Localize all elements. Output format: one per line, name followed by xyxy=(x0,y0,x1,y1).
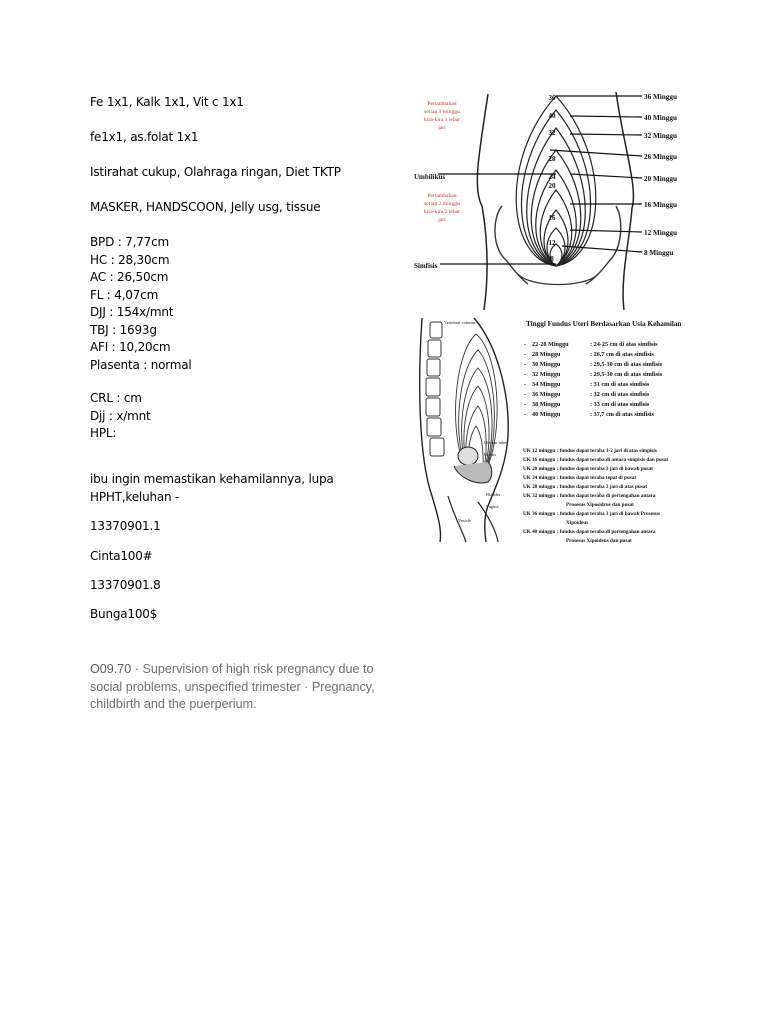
early-djj: Djj : x/mnt xyxy=(90,408,151,423)
cred-block-4 xyxy=(90,606,157,624)
table-week: 28 Minggu xyxy=(532,351,561,358)
note-bottom-3: kira-kira 2 lebar xyxy=(423,209,461,215)
icd-code: O09.70 xyxy=(90,662,132,676)
table-bullet: - xyxy=(524,411,527,418)
side-label-uterus: Uterus xyxy=(484,452,496,457)
usg-bpd: BPD : 7,77cm xyxy=(90,235,169,249)
sagittal-uterus-diagram xyxy=(418,316,527,544)
week-label-36: 36 Minggu xyxy=(644,93,677,101)
table-value: : 33 cm di atas simfisis xyxy=(590,401,650,408)
icd-description: Supervision of high risk pregnancy due to social problems, unspecified trimester · Pregnancy, childbirth and the puerperium. xyxy=(90,662,375,711)
complaint-line-1: ibu ingin memastikan kehamilannya, lupa xyxy=(90,472,334,486)
uk-line: UK 28 minggu : fundus dapat teraba 3 jari di atas pusat xyxy=(523,484,648,490)
table-value: : 31 cm di atas simfisis xyxy=(590,381,650,388)
note-top-2: setiap 1 minggu xyxy=(424,109,460,115)
pelvic-organs xyxy=(454,462,492,483)
note-line-advice: Istirahat cukup, Olahraga ringan, Diet TKTP xyxy=(90,165,341,179)
table-week: 22-28 Minggu xyxy=(532,341,569,348)
credential-id-1: 13370901.1 xyxy=(90,519,161,533)
early-usg xyxy=(90,390,151,443)
note-block-advice xyxy=(90,164,341,182)
vertebral-column xyxy=(426,322,444,456)
usg-placenta: Plasenta : normal xyxy=(90,357,192,372)
fundus-height-table xyxy=(520,316,720,560)
arc-32 xyxy=(527,128,586,266)
side-label-vesicle: Vesicle xyxy=(458,518,471,523)
table-value: : 29,5-30 cm di atas simfisis xyxy=(590,361,663,368)
complaint xyxy=(90,471,334,506)
table-bullet: - xyxy=(524,371,527,378)
credential-id-2: 13370901.8 xyxy=(90,578,161,592)
uk-line: Prosesus Xiposidrus dan pusat xyxy=(566,502,634,508)
note-line-supplement: fe1x1, as.folat 1x1 xyxy=(90,130,199,144)
table-value: : 26,7 cm di atas simfisis xyxy=(590,351,654,358)
cred-block-1 xyxy=(90,518,161,536)
label-simfisis: Simfisis xyxy=(414,262,438,270)
complaint-line-2: HPHT,keluhan - xyxy=(90,489,180,504)
uk-line: UK 36 minggu : fundus dapat teraba 3 jari di bawah Prosesus xyxy=(523,511,660,517)
note-line-supplies: MASKER, HANDSCOON, Jelly usg, tissue xyxy=(90,200,321,214)
usg-fl: FL : 4,07cm xyxy=(90,287,159,302)
table-bullet: - xyxy=(524,381,527,388)
table-week: 36 Minggu xyxy=(532,391,561,398)
side-label-vagina: Vagina xyxy=(486,504,499,509)
table-value: : 24-25 cm di atas simfisis xyxy=(590,341,658,348)
line-32 xyxy=(570,134,642,135)
inner-num-12: 12 xyxy=(548,239,556,247)
note-top-4: jari xyxy=(438,125,446,131)
usg-afi: AFI : 10,20cm xyxy=(90,340,171,354)
clinical-note xyxy=(90,94,244,112)
uk-line: UK 12 minggu : fundus dapat teraba 1-2 jari di atas simpisis xyxy=(523,448,657,454)
fetus-head xyxy=(458,447,478,465)
table-title: Tinggi Fundus Uteri Berdasarkan Usia Kehamilan xyxy=(526,320,682,328)
connector-lines xyxy=(438,96,642,264)
week-label-26: 26 Minggu xyxy=(644,153,677,161)
note-top-3: kira-kira 1 lebar xyxy=(423,117,461,123)
usg-ac: AC : 26,50cm xyxy=(90,270,169,284)
uk-line: UK 16 minggu : fundus dapat teraba di antara simpisis dan pusat xyxy=(523,457,669,463)
pelvis-base xyxy=(518,274,598,285)
week-label-20: 20 Minggu xyxy=(644,175,677,183)
inner-num-20: 20 xyxy=(548,182,556,190)
early-hpl: HPL: xyxy=(90,426,117,440)
inner-num-40: 40 xyxy=(548,112,556,120)
fundus-arcs xyxy=(516,96,596,266)
table-bullet: - xyxy=(524,341,527,348)
torso-outline-right xyxy=(616,92,633,310)
line-12 xyxy=(570,230,642,232)
inner-num-36: 36 xyxy=(548,94,556,102)
side-label-bladder: Bladder xyxy=(486,492,501,497)
note-top-1: Pertambahan xyxy=(427,101,457,107)
table-week: 32 Minggu xyxy=(532,371,561,378)
uk-line: Xipoideus xyxy=(566,520,589,526)
pelvis-left xyxy=(495,206,528,284)
note-block-supplies xyxy=(90,199,320,217)
uk-line: UK 40 minggu : fundus dapat teraba di pertengahan antara xyxy=(523,529,656,535)
torso-outline xyxy=(477,94,488,310)
inner-num-16: 16 xyxy=(548,214,556,222)
week-label-8: 8 Minggu xyxy=(644,249,674,257)
table-bullet: - xyxy=(524,401,527,408)
table-bullet: - xyxy=(524,391,527,398)
note-bottom-4: jari xyxy=(438,217,446,223)
inner-num-8: 8 xyxy=(550,255,554,263)
table-week: 30 Minggu xyxy=(532,361,561,368)
uk-line: Prosesus Xipoideus dan pusat xyxy=(566,538,632,544)
note-bottom-1: Pertambahan xyxy=(427,193,457,199)
usg-tbj: TBJ : 1693g xyxy=(90,322,157,337)
note-block-supplement xyxy=(90,129,198,147)
legs-outline xyxy=(448,496,498,542)
cred-block-3 xyxy=(90,577,161,595)
note-bottom-2: setiap 2 minggu xyxy=(424,201,460,207)
usg-djj: DJJ : 154x/mnt xyxy=(90,305,174,319)
table-bullet: - xyxy=(524,351,527,358)
table-week: 38 Minggu xyxy=(532,401,561,408)
table-bullet: - xyxy=(524,361,527,368)
note-line-medication: Fe 1x1, Kalk 1x1, Vit c 1x1 xyxy=(90,95,244,109)
fundal-height-diagram xyxy=(410,88,700,310)
cred-block-2 xyxy=(90,548,153,566)
arc-28 xyxy=(531,150,581,266)
week-label-32: 32 Minggu xyxy=(644,132,677,140)
side-label-vertebral: Vertebral column xyxy=(444,320,476,325)
uk-line: UK 20 minggu : fundus dapat teraba 3 jari di bawah pusat xyxy=(523,466,653,472)
week-label-16: 16 Minggu xyxy=(644,201,677,209)
usg-results xyxy=(90,234,192,374)
table-value: : 32 cm di atas simfisis xyxy=(590,391,650,398)
inner-num-32: 32 xyxy=(548,129,556,137)
inner-num-28: 28 xyxy=(548,155,556,163)
week-label-12: 12 Minggu xyxy=(644,229,677,237)
uk-line: UK 24 minggu : fundus dapat teraba tepat di pusat xyxy=(523,475,637,481)
uk-line: UK 32 minggu : fundus dapat teraba di pertengahan antara xyxy=(523,493,656,499)
early-crl: CRL : cm xyxy=(90,391,142,405)
credential-pass-2: Bunga100$ xyxy=(90,607,158,621)
line-40 xyxy=(570,116,642,117)
side-label-tube: Uterine tube xyxy=(484,440,507,445)
week-label-40: 40 Minggu xyxy=(644,114,677,122)
table-value: : 37,7 cm di atas simfisis xyxy=(590,411,654,418)
line-26 xyxy=(550,150,642,156)
credential-pass-1: Cinta100# xyxy=(90,549,153,563)
inner-num-24: 24 xyxy=(548,173,556,181)
table-week: 34 Minggu xyxy=(532,381,561,388)
icd-snippet xyxy=(90,661,380,714)
label-umbilikus: Umbilikus xyxy=(414,173,446,181)
icd-separator: · xyxy=(131,662,143,676)
table-value: : 29,5-30 cm di atas simfisis xyxy=(590,371,663,378)
usg-hc: HC : 28,30cm xyxy=(90,252,170,267)
table-week: 40 Minggu xyxy=(532,411,561,418)
pelvis-right xyxy=(586,206,621,284)
